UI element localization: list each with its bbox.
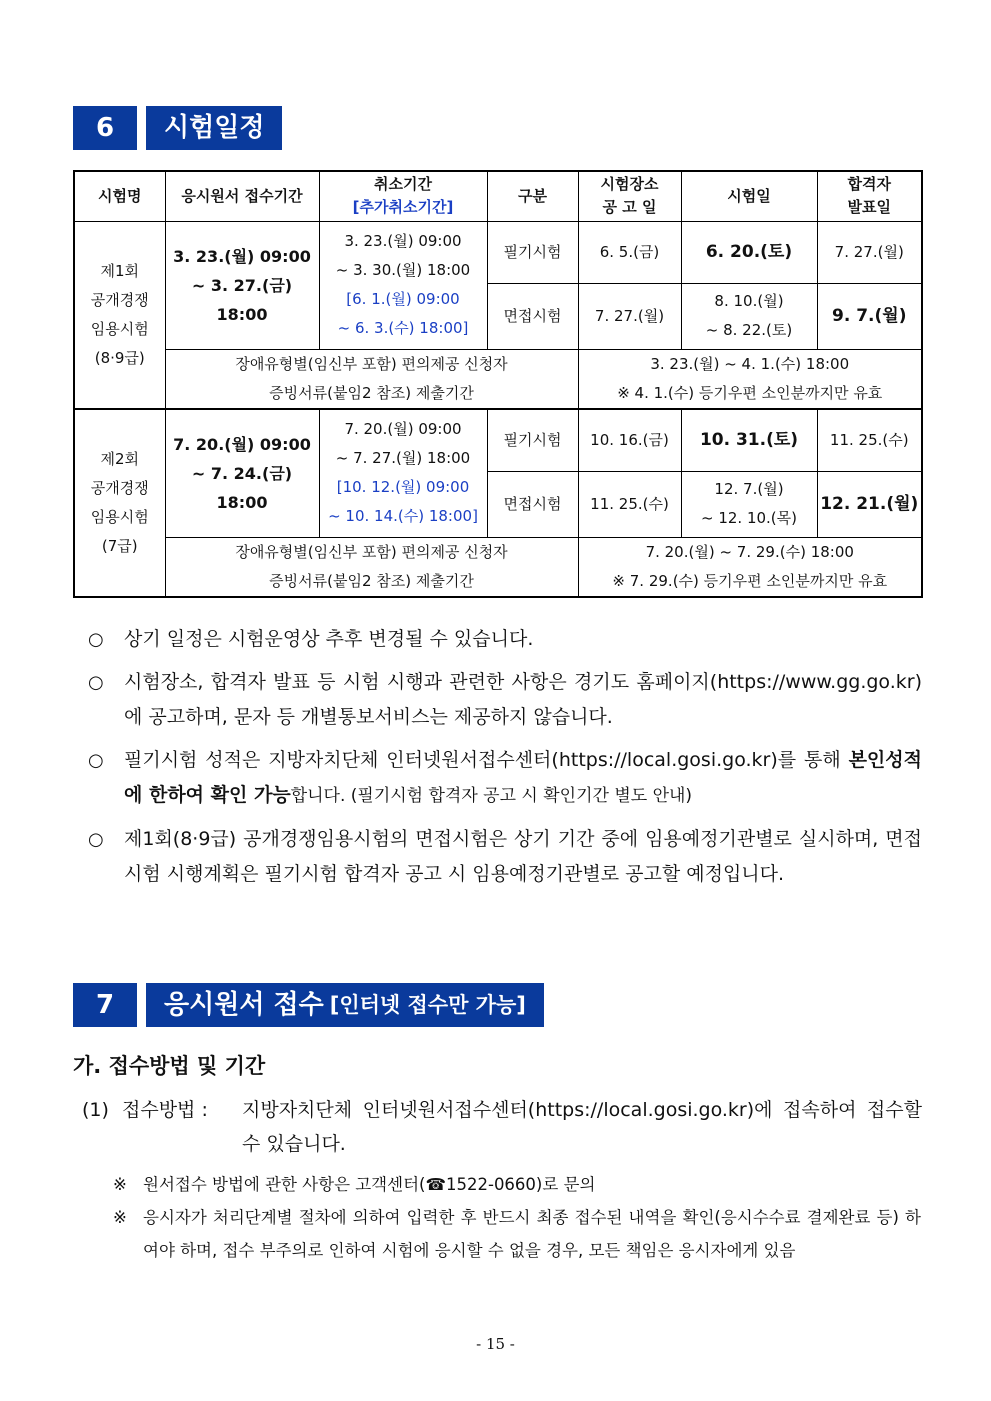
reference-text: 응시자가 처리단계별 절차에 의하여 입력한 후 반드시 최종 접수된 내역을 확인(응시수수료 결제완료 등) 하여야 하며, 접수 부주의로 인하여 시험에 응시할 수 없을 경우, 모든 책임은 응시자에게 있음 bbox=[143, 1208, 921, 1260]
round-name-line: 공개경쟁 bbox=[90, 479, 149, 497]
venue-date: 11. 25.(수) bbox=[578, 471, 681, 537]
period-start: 7. 20.(월) 09:00 bbox=[173, 434, 311, 454]
cancel-period bbox=[319, 221, 487, 349]
round-name-line: (7급) bbox=[101, 537, 138, 555]
note-item bbox=[88, 665, 922, 735]
support-line: 장애유형별(임신부 포함) 편의제공 신청자 bbox=[235, 542, 508, 561]
exam-date-start: 8. 10.(월) bbox=[714, 292, 784, 310]
round-name-line: 제1회 bbox=[100, 261, 140, 280]
header-name: 시험명 bbox=[74, 171, 165, 221]
note-text: 제1회(8·9급) 공개경쟁임용시험의 면접시험은 상기 기간 중에 임용예정기관별로 실시하며, 면접시험 시행계획은 필기시험 합격자 공고 시 임용예정기관별로 공고할 예정입니다. bbox=[124, 828, 922, 885]
exam-type: 필기시험 bbox=[487, 409, 578, 471]
circle-bullet-icon: ○ bbox=[88, 829, 104, 850]
section-number: 7 bbox=[73, 983, 137, 1027]
header-cancel-extra: [추가취소기간] bbox=[352, 198, 454, 217]
result-date: 11. 25.(수) bbox=[817, 409, 922, 471]
cancel-start: 3. 23.(월) 09:00 bbox=[344, 232, 462, 250]
table-row bbox=[74, 349, 922, 409]
extra-cancel-end: ~ 6. 3.(수) 18:00] bbox=[337, 319, 469, 337]
support-line: 증빙서류(붙임2 참조) 제출기간 bbox=[269, 571, 474, 590]
header-result-2: 발표일 bbox=[847, 198, 891, 217]
header-venue bbox=[578, 171, 681, 221]
result-date: 12. 21.(월) bbox=[817, 471, 922, 537]
exam-schedule-table bbox=[73, 170, 923, 598]
result-date: 9. 7.(월) bbox=[817, 283, 922, 349]
cancel-end: ~ 7. 27.(월) 18:00 bbox=[335, 449, 471, 468]
round-name-line: 공개경쟁 bbox=[90, 290, 149, 309]
section-title: 시험일정 bbox=[146, 106, 282, 150]
application-period bbox=[165, 221, 319, 349]
venue-date: 10. 16.(금) bbox=[578, 409, 681, 471]
cancel-start: 7. 20.(월) 09:00 bbox=[344, 420, 462, 439]
reference-item bbox=[113, 1201, 921, 1267]
note-text-part: 필기시험 성적은 지방자치단체 인터넷원서접수센터(https://local.gosi.go.kr)를 통해 bbox=[124, 749, 849, 771]
header-period: 응시원서 접수기간 bbox=[165, 171, 319, 221]
reference-mark-icon: ※ bbox=[113, 1208, 127, 1227]
exam-date-end: ~ 8. 22.(토) bbox=[705, 321, 793, 339]
header-venue-1: 시험장소 bbox=[600, 175, 659, 194]
section-number: 6 bbox=[73, 106, 137, 150]
round-name-line: 제2회 bbox=[100, 450, 140, 468]
header-date: 시험일 bbox=[681, 171, 817, 221]
exam-date bbox=[681, 471, 817, 537]
application-method bbox=[82, 1093, 922, 1161]
application-period bbox=[165, 409, 319, 537]
extra-cancel-start: [10. 12.(월) 09:00 bbox=[336, 478, 470, 497]
period-end: ~ 7. 24.(금) 18:00 bbox=[191, 463, 293, 512]
support-line: 장애유형별(임신부 포함) 편의제공 신청자 bbox=[235, 354, 508, 373]
support-label bbox=[165, 349, 578, 409]
header-cancel-label: 취소기간 bbox=[374, 175, 432, 194]
result-date: 7. 27.(월) bbox=[817, 221, 922, 283]
table-row bbox=[74, 537, 922, 597]
item-number: (1) bbox=[82, 1099, 109, 1121]
table-row bbox=[74, 221, 922, 283]
table-header-row bbox=[74, 171, 922, 221]
section-7-header bbox=[73, 983, 544, 1027]
table-row bbox=[74, 409, 922, 471]
support-period-value: 3. 23.(월) ~ 4. 1.(수) 18:00 bbox=[650, 354, 850, 373]
extra-cancel-end: ~ 10. 14.(수) 18:00] bbox=[328, 507, 478, 526]
header-venue-2: 공 고 일 bbox=[602, 198, 657, 217]
header-result bbox=[817, 171, 922, 221]
venue-date: 7. 27.(월) bbox=[578, 283, 681, 349]
venue-date: 6. 5.(금) bbox=[578, 221, 681, 283]
round-name bbox=[74, 221, 165, 409]
exam-date: 6. 20.(토) bbox=[681, 221, 817, 283]
period-end: ~ 3. 27.(금) 18:00 bbox=[191, 275, 293, 324]
note-text: 상기 일정은 시험운영상 추후 변경될 수 있습니다. bbox=[124, 628, 534, 650]
reference-mark-icon: ※ bbox=[113, 1175, 127, 1194]
reference-item bbox=[113, 1168, 921, 1201]
support-period-value: 7. 20.(월) ~ 7. 29.(수) 18:00 bbox=[645, 542, 854, 561]
header-result-1: 합격자 bbox=[847, 175, 891, 194]
exam-date bbox=[681, 283, 817, 349]
exam-type: 면접시험 bbox=[487, 283, 578, 349]
round-name-line: (8·9급) bbox=[94, 348, 145, 367]
round-name-line: 임용시험 bbox=[90, 508, 149, 526]
support-line: 증빙서류(붙임2 참조) 제출기간 bbox=[269, 383, 474, 402]
note-text-part: 합니다. (필기시험 합격자 공고 시 확인기간 별도 안내) bbox=[290, 786, 693, 806]
period-start: 3. 23.(월) 09:00 bbox=[173, 246, 311, 266]
note-item bbox=[88, 743, 922, 814]
circle-bullet-icon: ○ bbox=[88, 672, 104, 693]
support-note: ※ 7. 29.(수) 등기우편 소인분까지만 유효 bbox=[612, 571, 888, 590]
extra-cancel-start: [6. 1.(월) 09:00 bbox=[346, 290, 460, 308]
exam-date: 10. 31.(토) bbox=[681, 409, 817, 471]
round-name-line: 임용시험 bbox=[90, 319, 149, 338]
cancel-end: ~ 3. 30.(월) 18:00 bbox=[335, 261, 471, 279]
section-title-main: 응시원서 접수 bbox=[164, 990, 324, 1020]
reference-text: 원서접수 방법에 관한 사항은 고객센터(☎1522-0660)로 문의 bbox=[143, 1175, 596, 1194]
item-label: 접수방법 : bbox=[122, 1099, 208, 1121]
support-label bbox=[165, 537, 578, 597]
support-note: ※ 4. 1.(수) 등기우편 소인분까지만 유효 bbox=[617, 383, 883, 402]
circle-bullet-icon: ○ bbox=[88, 629, 104, 650]
note-item bbox=[88, 822, 922, 892]
note-text: 시험장소, 합격자 발표 등 시험 시행과 관련한 사항은 경기도 홈페이지(https://www.gg.go.kr)에 공고하며, 문자 등 개별통보서비스는 제공하지 않습니다. bbox=[124, 671, 922, 728]
exam-date-end: ~ 12. 10.(목) bbox=[700, 509, 797, 527]
header-type: 구분 bbox=[487, 171, 578, 221]
round-name bbox=[74, 409, 165, 597]
page-number: - 15 - bbox=[476, 1335, 515, 1353]
schedule-notes bbox=[88, 622, 922, 900]
circle-bullet-icon: ○ bbox=[88, 750, 104, 771]
section-title-sub: [인터넷 접수만 가능] bbox=[329, 992, 526, 1017]
note-text-emphasis: 본인성적에 한하여 확인 가능 bbox=[124, 749, 922, 806]
support-period bbox=[578, 349, 922, 409]
note-item bbox=[88, 622, 922, 657]
section-title bbox=[146, 983, 544, 1027]
subsection-heading: 가. 접수방법 및 기간 bbox=[73, 1054, 266, 1078]
cancel-period bbox=[319, 409, 487, 537]
exam-type: 면접시험 bbox=[487, 471, 578, 537]
exam-date-start: 12. 7.(월) bbox=[714, 480, 784, 498]
header-cancel bbox=[319, 171, 487, 221]
note-text bbox=[124, 743, 922, 814]
item-text: 지방자치단체 인터넷원서접수센터(https://local.gosi.go.kr)에 접속하여 접수할 수 있습니다. bbox=[242, 1099, 922, 1155]
section-6-header bbox=[73, 106, 282, 150]
support-period bbox=[578, 537, 922, 597]
exam-type: 필기시험 bbox=[487, 221, 578, 283]
reference-notes bbox=[113, 1168, 921, 1267]
